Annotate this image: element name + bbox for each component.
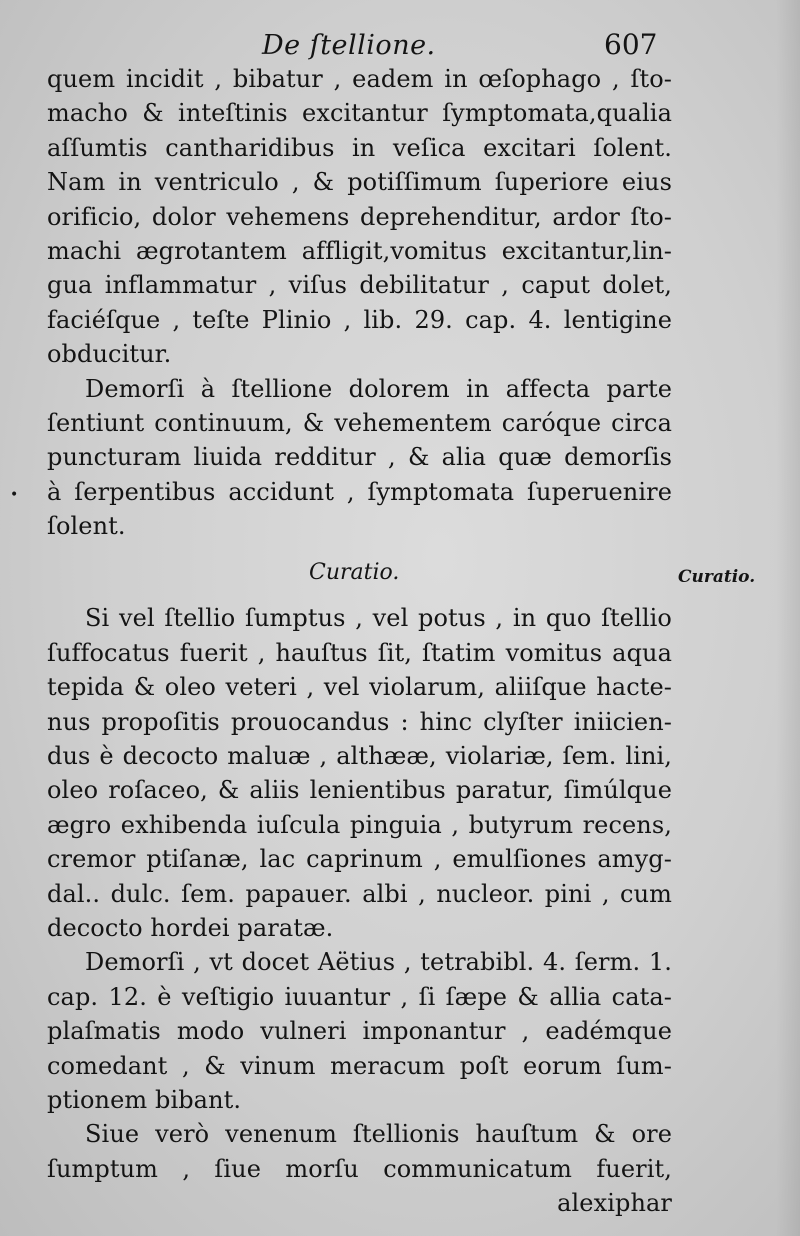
text-line: ſentiunt continuum, & vehementem caróque circa	[47, 408, 672, 437]
section-heading: Curatio.	[309, 560, 400, 586]
text-line: ægro exhibenda iuſcula pinguia , butyrum recens,	[47, 810, 672, 839]
text-line: machi ægrotantem affligit,vomitus excitantur,lin-	[47, 236, 672, 265]
text-line: obducitur.	[47, 340, 172, 369]
text-line: ſolent.	[47, 512, 126, 541]
text-line: Demorſi , vt docet Aëtius , tetrabibl. 4. ſerm. 1.	[85, 948, 672, 977]
text-line: Demorſi à ſtellione dolorem in affecta parte	[85, 374, 672, 403]
margin-bullet-mark: •	[10, 487, 19, 503]
text-line: Nam in ventriculo , & potiſſimum ſuperiore eius	[47, 168, 672, 197]
text-line: dal.. dulc. ſem. papauer. albi , nucleor. pini , cum	[47, 879, 672, 908]
text-line: nus propoſitis prouocandus : hinc clyſter iniicien-	[47, 707, 672, 736]
text-line: ſuffocatus fuerit , hauſtus ſit, ſtatim vomitus aqua	[47, 638, 672, 667]
body-text	[47, 62, 672, 1221]
text-line: Siue verò venenum ſtellionis hauſtum & ore	[85, 1120, 672, 1149]
text-line: oleo roſaceo, & aliis lenientibus paratur, ſimúlque	[47, 776, 672, 805]
text-line: orificio, dolor vehemens deprehenditur, ardor ſto-	[47, 202, 672, 231]
text-line: quem incidit , bibatur , eadem in œſophago , ſto-	[47, 65, 672, 93]
text-line: faciéſque , teſte Plinio , lib. 29. cap. 4. lentigine	[47, 305, 672, 334]
page-number: 607	[604, 28, 658, 61]
text-line: ſumptum , ſiue morſu communicatum fuerit,	[47, 1154, 672, 1183]
page-edge-shadow	[776, 0, 800, 1236]
text-line: macho & inteſtinis excitantur ſymptomata,qualia	[47, 99, 672, 128]
text-line: cap. 12. è veſtigio iuuantur , ſi ſæpe & allia cata-	[47, 982, 672, 1011]
text-line: gua inflammatur , viſus debilitatur , caput dolet,	[47, 271, 672, 300]
text-line: à ſerpentibus accidunt , ſymptomata ſuperuenire	[47, 477, 672, 506]
text-line: dus è decocto maluæ , althææ, violariæ, ſem. lini,	[47, 742, 672, 771]
text-line: tepida & oleo veteri , vel violarum, aliiſque hacte-	[47, 673, 672, 702]
text-line: cremor ptiſanæ, lac caprinum , emulſiones amyg-	[47, 845, 672, 874]
catchword: alexiphar	[557, 1189, 672, 1218]
text-line: Si vel ſtellio ſumptus , vel potus , in quo ſtellio	[85, 604, 672, 633]
text-line: plaſmatis modo vulneri imponantur , eadémque	[47, 1017, 672, 1046]
text-line: comedant , & vinum meracum poſt eorum ſum-	[47, 1051, 672, 1080]
text-line: puncturam liuida redditur , & alia quæ demorſis	[47, 443, 672, 472]
text-line: ptionem bibant.	[47, 1085, 242, 1114]
margin-note: Curatio.	[678, 567, 756, 587]
running-head: De ſtellione.	[262, 30, 436, 61]
text-line: aſſumtis cantharidibus in veſica excitari ſolent.	[47, 133, 672, 162]
text-line: decocto hordei paratæ.	[47, 913, 334, 942]
